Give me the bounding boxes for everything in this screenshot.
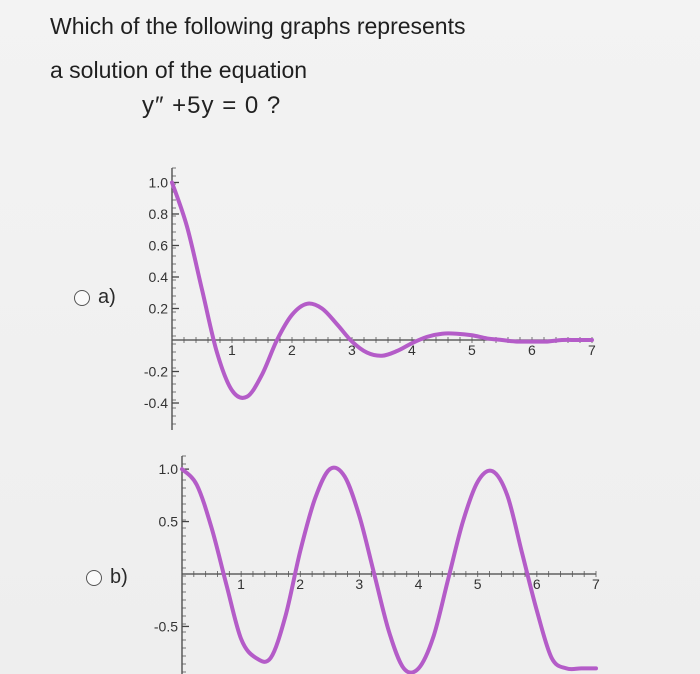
y-tick-label: -0.5 bbox=[153, 618, 178, 635]
x-tick-label: 6 bbox=[532, 576, 541, 592]
x-tick-label: 2 bbox=[296, 576, 305, 592]
equation: y″ +5y = 0 ? bbox=[142, 92, 282, 119]
x-tick-label: 6 bbox=[528, 342, 536, 358]
x-tick-label: 7 bbox=[592, 576, 600, 592]
x-tick-label: 7 bbox=[588, 342, 596, 358]
y-tick-label: 0.5 bbox=[158, 513, 178, 530]
x-tick-label: 5 bbox=[468, 342, 476, 358]
question-line-1: Which of the following graphs represents bbox=[50, 13, 466, 39]
x-tick-label: 4 bbox=[408, 342, 416, 358]
x-tick-label: 3 bbox=[355, 576, 364, 592]
question-line-2: a solution of the equation bbox=[50, 57, 308, 83]
x-tick-label: 2 bbox=[288, 342, 296, 358]
y-tick-label: 0.8 bbox=[148, 205, 168, 222]
x-tick-label: 1 bbox=[228, 342, 236, 358]
solution-curve bbox=[182, 468, 596, 673]
x-tick-label: 4 bbox=[414, 576, 423, 592]
option-b-label: b) bbox=[110, 566, 128, 588]
y-tick-label: 1.0 bbox=[148, 174, 168, 191]
y-tick-label: -0.4 bbox=[143, 395, 168, 412]
x-tick-label: 1 bbox=[237, 576, 245, 592]
x-tick-label: 5 bbox=[473, 576, 482, 592]
y-tick-label: 0.4 bbox=[148, 268, 168, 285]
y-tick-label: 0.6 bbox=[148, 237, 168, 254]
y-tick-label: 1.0 bbox=[158, 461, 178, 478]
option-a-label: a) bbox=[98, 286, 116, 308]
x-tick-label: 3 bbox=[348, 342, 356, 358]
y-tick-label: 0.2 bbox=[148, 300, 168, 317]
y-tick-label: -0.2 bbox=[143, 363, 168, 380]
